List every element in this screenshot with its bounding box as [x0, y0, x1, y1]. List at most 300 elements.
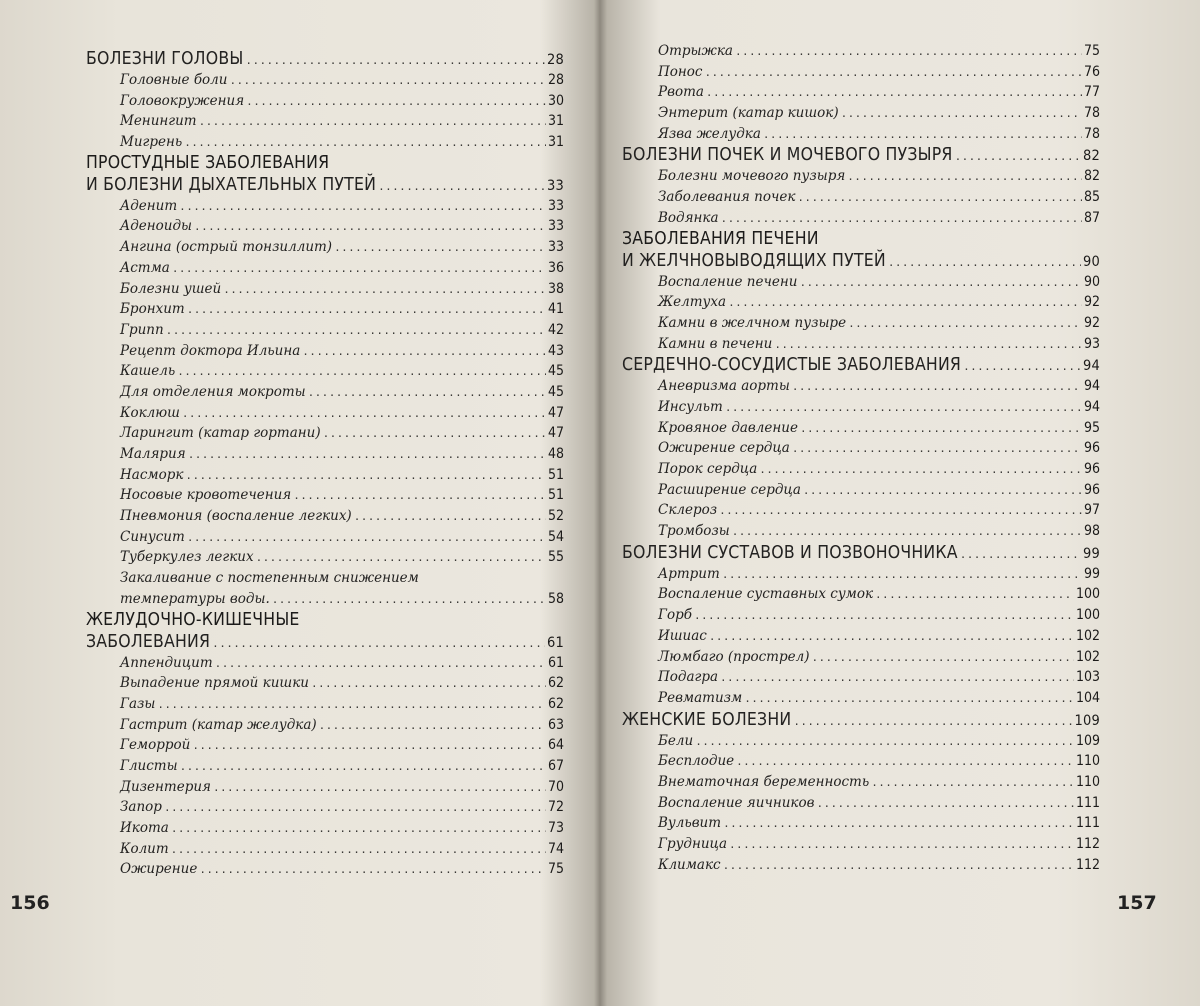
toc-entry-row: [622, 480, 1100, 501]
dot-leader: [800, 419, 1082, 440]
toc-entry-row: [622, 667, 1100, 688]
toc-entry-row: [86, 341, 564, 362]
page-ref: 41: [547, 301, 564, 318]
page-ref: 99: [1083, 545, 1100, 562]
section-heading: ЖЕЛУДОЧНО-КИШЕЧНЫЕ: [86, 609, 300, 630]
dot-leader: [308, 383, 546, 404]
entry-title: Язва желудка: [658, 125, 761, 142]
entry-title: Колит: [120, 840, 169, 857]
entry-title: Аневризма аорты: [658, 378, 790, 395]
section-title: БОЛЕЗНИ СУСТАВОВ И ПОЗВОНОЧНИКА: [622, 542, 958, 563]
dot-leader: [955, 146, 1081, 168]
entry-title: Климакс: [658, 856, 721, 873]
dot-leader: [841, 104, 1082, 125]
dot-leader: [212, 633, 545, 655]
toc-entry-row: [86, 839, 564, 860]
dot-leader: [311, 674, 546, 695]
toc-entry-row: [622, 855, 1100, 876]
page-ref: 47: [547, 425, 564, 442]
entry-title: Расширение сердца: [658, 481, 801, 498]
dot-leader: [744, 689, 1074, 710]
dot-leader: [811, 648, 1073, 669]
toc-entry-row: [86, 237, 564, 258]
dot-leader: [199, 112, 546, 133]
entry-title: Геморрой: [120, 737, 191, 754]
toc-entry-row: [86, 465, 564, 486]
page-ref: 72: [547, 799, 564, 816]
toc-entry-row: [86, 111, 564, 132]
dot-leader: [888, 252, 1081, 274]
page-ref: 33: [547, 177, 564, 194]
dot-leader: [272, 590, 546, 611]
page-ref: 38: [547, 280, 564, 297]
entry-title: Ишиас: [658, 627, 707, 644]
dot-leader: [302, 342, 546, 363]
dot-leader: [246, 92, 546, 113]
toc-entry-row: [622, 41, 1100, 62]
toc-entry-row: [622, 688, 1100, 709]
page-ref: 102: [1075, 627, 1100, 644]
page-ref: 85: [1083, 189, 1100, 206]
page-ref: 78: [1083, 125, 1100, 142]
toc-entry-row: [86, 818, 564, 839]
entry-title: Ревматизм: [658, 689, 743, 706]
toc-entry-row: [622, 208, 1100, 229]
entry-title: Воспаление суставных сумок: [658, 586, 874, 603]
entry-title: Аденит: [120, 197, 178, 214]
entry-title: Бронхит: [120, 301, 185, 318]
entry-title: Выпадение прямой кишки: [120, 675, 309, 692]
toc-entry-row: [622, 731, 1100, 752]
page-ref: 95: [1083, 419, 1100, 436]
section-title: БОЛЕЗНИ ПОЧЕК И МОЧЕВОГО ПУЗЫРЯ: [622, 145, 953, 166]
section-title: БОЛЕЗНИ ГОЛОВЫ: [86, 49, 244, 69]
entry-title: Дизентерия: [120, 778, 211, 795]
dot-leader: [199, 860, 546, 881]
dot-leader: [848, 314, 1082, 335]
toc-entry-row: [622, 334, 1100, 355]
entry-title: Икота: [120, 820, 169, 836]
toc-entry-row: [86, 673, 564, 694]
toc-entry-row: [86, 547, 564, 568]
page-ref: 100: [1075, 586, 1100, 603]
toc-section-row: [86, 48, 564, 70]
dot-leader: [816, 794, 1073, 815]
dot-leader: [164, 798, 546, 819]
toc-entry-row: [622, 124, 1100, 145]
dot-leader: [799, 273, 1082, 294]
toc-entry-row: [86, 653, 564, 674]
toc-entry-row: [622, 584, 1100, 605]
dot-leader: [709, 627, 1074, 648]
toc-entry-row: [86, 589, 564, 610]
entry-title: Туберкулез легких: [120, 549, 254, 566]
page-ref: 33: [547, 239, 564, 256]
page-ref: 31: [547, 113, 564, 130]
entry-title: Ожирение: [120, 861, 198, 878]
page-ref: 87: [1083, 209, 1100, 226]
dot-leader: [722, 565, 1082, 586]
toc-entry-row: [622, 313, 1100, 334]
page-ref: 102: [1075, 648, 1100, 665]
dot-leader: [192, 736, 546, 757]
entry-title: Отрыжка: [658, 43, 733, 59]
toc-section-row: [86, 631, 564, 653]
page-ref: 112: [1075, 856, 1100, 873]
entry-title: Мигрень: [120, 134, 183, 151]
dot-leader: [735, 42, 1082, 63]
entry-title: Кровяное давление: [658, 419, 798, 436]
entry-title: Рецепт доктора Ильина: [120, 342, 301, 359]
toc-entry-row: [86, 423, 564, 444]
left-page: [0, 0, 598, 1006]
toc-section-row: [622, 709, 1100, 731]
toc-entry-row: [86, 299, 564, 320]
page-ref: 62: [547, 695, 564, 712]
page-ref: 78: [1083, 105, 1100, 122]
dot-leader: [797, 188, 1082, 209]
entry-title: Артрит: [658, 565, 720, 582]
page-ref: 33: [547, 197, 564, 214]
page-ref: 36: [547, 259, 564, 276]
toc-entry-row: [86, 527, 564, 548]
page-ref: 99: [1083, 565, 1100, 582]
entry-title: Ангина (острый тонзиллит): [120, 239, 333, 256]
toc-entry-row: [86, 485, 564, 506]
dot-leader: [187, 300, 546, 321]
section-title: И ЖЕЛЧНОВЫВОДЯЩИХ ПУТЕЙ: [622, 250, 886, 271]
toc-entry-row: [86, 70, 564, 91]
entry-title: Бесплодие: [658, 753, 735, 770]
toc-entry-row: [622, 772, 1100, 793]
table-of-contents-left: [86, 48, 564, 880]
entry-title: Кашель: [120, 363, 176, 380]
page-ref: 55: [547, 549, 564, 566]
dot-leader: [706, 83, 1082, 104]
toc-section-row: [622, 144, 1100, 166]
page-ref: 48: [547, 446, 564, 462]
entry-title: Инсульт: [658, 398, 723, 415]
entry-title: Коклюш: [120, 404, 180, 421]
page-ref: 94: [1083, 378, 1100, 395]
entry-title: Малярия: [120, 446, 186, 462]
toc-entry-row: [86, 777, 564, 798]
toc-entry-row: [86, 859, 564, 880]
toc-entry-row: [622, 813, 1100, 834]
dot-leader: [763, 125, 1082, 146]
toc-entry-row: [86, 715, 564, 736]
toc-entry-row: [622, 521, 1100, 542]
page-ref: 92: [1083, 314, 1100, 331]
entry-title: Желтуха: [658, 294, 727, 311]
page-ref: 75: [1083, 43, 1100, 59]
dot-leader: [774, 335, 1082, 356]
dot-leader: [194, 217, 546, 238]
entry-title: Камни в желчном пузыре: [658, 314, 847, 331]
section-title: СЕРДЕЧНО-СОСУДИСТЫЕ ЗАБОЛЕВАНИЯ: [622, 355, 962, 376]
dot-leader: [245, 50, 545, 72]
entry-title: Менингит: [120, 113, 197, 130]
toc-entry-row: [86, 320, 564, 341]
page-ref: 96: [1083, 461, 1100, 477]
toc-entry-row: [86, 797, 564, 818]
entry-title: Головокружения: [120, 92, 245, 109]
page-ref: 76: [1083, 63, 1100, 80]
entry-title: Тромбозы: [658, 523, 730, 540]
page-ref: 28: [547, 72, 564, 88]
entry-title: Заболевания почек: [658, 189, 796, 206]
dot-leader: [792, 377, 1082, 398]
page-ref: 42: [547, 321, 564, 338]
dot-leader: [803, 481, 1082, 502]
dot-leader: [223, 280, 546, 301]
entry-title: Внематочная беременность: [658, 773, 870, 790]
dot-leader: [293, 486, 546, 507]
dot-leader: [871, 773, 1074, 794]
toc-entry-row: [86, 506, 564, 527]
entry-title: Водянка: [658, 209, 719, 226]
toc-entry-row: [86, 735, 564, 756]
toc-entry-row: [622, 292, 1100, 313]
table-of-contents-right: [622, 41, 1100, 875]
entry-title: Воспаление яичников: [658, 794, 815, 811]
page-number-right: 157: [1117, 892, 1157, 914]
dot-leader: [792, 439, 1082, 460]
page-ref: 96: [1083, 481, 1100, 498]
page-ref: 31: [547, 134, 564, 151]
dot-leader: [188, 445, 546, 466]
toc-entry-row: [86, 216, 564, 237]
dot-leader: [875, 585, 1074, 606]
dot-leader: [960, 544, 1081, 566]
page-ref: 74: [547, 840, 564, 857]
entry-title: температуры воды.: [120, 590, 270, 607]
entry-title: Рвота: [658, 84, 704, 101]
section-title: ЖЕНСКИЕ БОЛЕЗНИ: [622, 709, 792, 730]
page-ref: 28: [547, 52, 564, 68]
page-ref: 47: [547, 404, 564, 421]
page-ref: 70: [547, 778, 564, 795]
entry-title: Горб: [658, 607, 692, 624]
entry-title: Вульвит: [658, 815, 722, 832]
entry-title: Энтерит (катар кишок): [658, 105, 839, 122]
entry-title: Грипп: [120, 321, 164, 338]
entry-title: Ларингит (катар гортани): [120, 425, 321, 442]
dot-leader: [721, 209, 1082, 230]
dot-leader: [736, 752, 1074, 773]
entry-title: Пневмония (воспаление легких): [120, 508, 352, 525]
page-ref: 109: [1075, 732, 1100, 749]
page-ref: 73: [547, 820, 564, 836]
toc-entry-row: [622, 834, 1100, 855]
dot-leader: [723, 814, 1074, 835]
toc-entry-text: Закаливание с постепенным снижением: [120, 570, 419, 587]
dot-leader: [694, 606, 1074, 627]
toc-section-row: [622, 250, 1100, 272]
dot-leader: [171, 819, 546, 840]
entry-title: Газы: [120, 695, 156, 712]
toc-section-row: [86, 174, 564, 196]
entry-title: Синусит: [120, 528, 185, 545]
page-ref: 64: [547, 737, 564, 754]
entry-title: Ожирение сердца: [658, 440, 790, 457]
toc-entry-row: [622, 438, 1100, 459]
toc-entry-row: [622, 103, 1100, 124]
dot-leader: [256, 548, 546, 569]
dot-leader: [166, 321, 546, 342]
page-ref: 62: [547, 675, 564, 692]
entry-title: Люмбаго (прострел): [658, 648, 810, 665]
dot-leader: [695, 732, 1074, 753]
page-ref: 82: [1083, 148, 1100, 165]
toc-entry-row: [86, 403, 564, 424]
page-ref: 111: [1075, 815, 1100, 832]
dot-leader: [847, 167, 1082, 188]
toc-entry-row: [86, 132, 564, 153]
dot-leader: [354, 507, 546, 528]
dot-leader: [725, 398, 1082, 419]
entry-title: Склероз: [658, 502, 718, 519]
dot-leader: [334, 238, 546, 259]
right-page: [600, 0, 1200, 1006]
toc-entry-row: [86, 361, 564, 382]
entry-title: Понос: [658, 63, 703, 80]
dot-leader: [729, 835, 1074, 856]
page-ref: 104: [1075, 689, 1100, 706]
dot-leader: [378, 176, 545, 198]
entry-title: Насморк: [120, 466, 184, 483]
entry-title: Аденоиды: [120, 218, 193, 235]
entry-title: Болезни мочевого пузыря: [658, 168, 846, 185]
page-ref: 90: [1083, 253, 1100, 270]
page-ref: 96: [1083, 440, 1100, 457]
section-title: ЗАБОЛЕВАНИЯ: [86, 631, 211, 652]
toc-entry-row: [622, 82, 1100, 103]
dot-leader: [719, 501, 1082, 522]
toc-entry-row: [622, 418, 1100, 439]
entry-title: Воспаление печени: [658, 273, 798, 290]
dot-leader: [177, 362, 546, 383]
dot-leader: [179, 197, 546, 218]
dot-leader: [172, 259, 546, 280]
page-ref: 33: [547, 218, 564, 235]
toc-entry-row: [622, 187, 1100, 208]
toc-entry-row: [86, 91, 564, 112]
page-ref: 110: [1075, 753, 1100, 770]
toc-entry-row: [622, 605, 1100, 626]
toc-entry-row: [86, 756, 564, 777]
toc-entry-row: [622, 459, 1100, 480]
dot-leader: [180, 757, 546, 778]
dot-leader: [793, 711, 1072, 733]
page-ref: 94: [1083, 398, 1100, 415]
toc-entry-row: [622, 647, 1100, 668]
page-ref: 90: [1083, 273, 1100, 290]
page-ref: 51: [547, 466, 564, 483]
page-ref: 100: [1075, 607, 1100, 624]
page-ref: 63: [547, 716, 564, 733]
toc-entry-row: [86, 694, 564, 715]
toc-entry-row: [622, 166, 1100, 187]
toc-entry-row: [622, 793, 1100, 814]
entry-title: Подагра: [658, 669, 719, 686]
page-ref: 110: [1075, 773, 1100, 790]
entry-title: Запор: [120, 799, 162, 816]
dot-leader: [720, 668, 1074, 689]
page-ref: 43: [547, 342, 564, 359]
page-ref: 111: [1075, 794, 1100, 811]
toc-entry-row: [622, 272, 1100, 293]
dot-leader: [182, 404, 546, 425]
page-ref: 54: [547, 528, 564, 545]
toc-entry-row: [86, 279, 564, 300]
dot-leader: [229, 71, 545, 92]
page-ref: 61: [547, 634, 564, 651]
toc-entry-row: [86, 196, 564, 217]
toc-entry-row: [622, 397, 1100, 418]
entry-title: Глисты: [120, 757, 178, 774]
toc-entry-row: [622, 626, 1100, 647]
dot-leader: [215, 654, 546, 675]
section-heading: ЗАБОЛЕВАНИЯ ПЕЧЕНИ: [622, 228, 819, 249]
entry-title: Астма: [120, 259, 170, 276]
page-ref: 45: [547, 363, 564, 380]
dot-leader: [157, 695, 546, 716]
toc-entry-row: [622, 62, 1100, 83]
entry-title: Носовые кровотечения: [120, 487, 292, 504]
toc-section-row: [622, 354, 1100, 376]
entry-title: Аппендицит: [120, 654, 213, 671]
dot-leader: [187, 528, 546, 549]
dot-leader: [704, 63, 1081, 84]
entry-title: Камни в печени: [658, 335, 773, 352]
page-ref: 52: [547, 508, 564, 525]
dot-leader: [319, 716, 546, 737]
section-title: И БОЛЕЗНИ ДЫХАТЕЛЬНЫХ ПУТЕЙ: [86, 174, 377, 195]
page-ref: 51: [547, 487, 564, 504]
entry-title: Для отделения мокроты: [120, 383, 306, 400]
dot-leader: [759, 460, 1082, 481]
toc-entry-row: [622, 751, 1100, 772]
page-ref: 67: [547, 757, 564, 774]
entry-title: Бели: [658, 732, 694, 749]
toc-entry-row: [622, 500, 1100, 521]
dot-leader: [723, 856, 1074, 877]
page-ref: 109: [1074, 712, 1100, 729]
page-ref: 93: [1083, 335, 1100, 352]
page-ref: 98: [1083, 523, 1100, 540]
page-ref: 97: [1083, 502, 1100, 519]
toc-entry-row: [622, 564, 1100, 585]
dot-leader: [963, 356, 1081, 378]
page-ref: 82: [1083, 168, 1100, 185]
dot-leader: [184, 133, 546, 154]
entry-title: Порок сердца: [658, 461, 758, 477]
page-ref: 94: [1083, 358, 1100, 375]
page-ref: 92: [1083, 294, 1100, 311]
dot-leader: [171, 840, 546, 861]
dot-leader: [728, 293, 1082, 314]
page-ref: 77: [1083, 84, 1100, 101]
page-ref: 75: [547, 861, 564, 878]
toc-entry-row: [86, 258, 564, 279]
page-ref: 103: [1075, 669, 1100, 686]
page-ref: 45: [547, 383, 564, 400]
page-ref: 112: [1075, 836, 1100, 852]
entry-title: Грудница: [658, 836, 728, 852]
dot-leader: [213, 778, 546, 799]
page-ref: 61: [547, 654, 564, 671]
